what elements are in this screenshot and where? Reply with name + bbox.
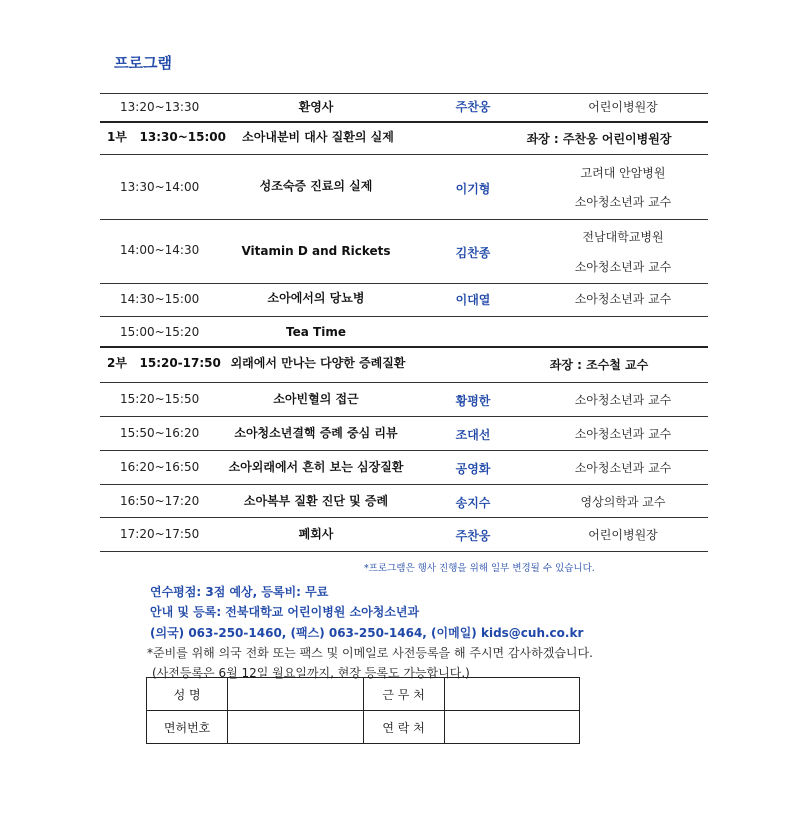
affiliation-dept: 소아청소년과 교수 — [574, 260, 672, 274]
session-label — [107, 130, 226, 144]
time: 15:20~15:50 — [120, 392, 200, 406]
affiliation: 소아청소년과 교수 — [574, 292, 672, 306]
topic: 성조숙증 진료의 실제 — [259, 179, 373, 193]
preregistration-request: *준비를 위해 의국 전화 또는 팩스 및 이메일로 사전등록을 해 주시면 감사하겠습니다. — [147, 646, 593, 660]
contact-field[interactable] — [444, 711, 579, 744]
contact-label: 연 락 처 — [363, 711, 444, 744]
session-row — [100, 123, 708, 154]
workplace-label: 근 무 처 — [363, 678, 444, 711]
schedule-row — [100, 283, 708, 316]
speaker: 이기형 — [455, 182, 491, 196]
affiliation: 소아청소년과 교수 — [574, 461, 672, 475]
schedule-row — [100, 382, 708, 416]
time: 16:50~17:20 — [120, 494, 200, 508]
topic: Vitamin D and Rickets — [241, 244, 391, 258]
time: 15:50~16:20 — [120, 426, 200, 440]
session-time: 15:20-17:50 — [139, 356, 221, 370]
time: 17:20~17:50 — [120, 527, 200, 541]
speaker: 주찬웅 — [455, 100, 491, 114]
session-topic: 외래에서 만나는 다양한 증례질환 — [230, 356, 406, 370]
speaker: 이대열 — [455, 293, 491, 307]
session-number: 1부 — [107, 130, 127, 144]
schedule-row — [100, 219, 708, 283]
schedule-row — [100, 450, 708, 484]
topic: 폐회사 — [298, 527, 334, 541]
speaker: 송지수 — [455, 496, 491, 510]
name-label: 성 명 — [147, 678, 228, 711]
name-field[interactable] — [228, 678, 363, 711]
registration-form — [146, 677, 580, 744]
registration-contact: 안내 및 등록: 전북대학교 어린이병원 소아청소년과 — [150, 605, 420, 619]
topic: 환영사 — [298, 100, 334, 114]
topic: 소아빈혈의 접근 — [273, 392, 359, 406]
topic: 소아에서의 당뇨병 — [267, 291, 365, 305]
schedule-row — [100, 484, 708, 517]
topic: 소아청소년결핵 증례 중심 리뷰 — [234, 426, 398, 440]
time: 13:30~14:00 — [120, 180, 200, 194]
affiliation-dept: 소아청소년과 교수 — [574, 195, 672, 209]
license-field[interactable] — [228, 711, 363, 744]
schedule-row — [100, 517, 708, 551]
page-title: 프로그램 — [114, 54, 172, 72]
affiliation: 소아청소년과 교수 — [574, 393, 672, 407]
workplace-field[interactable] — [444, 678, 579, 711]
session-topic: 소아내분비 대사 질환의 실제 — [242, 130, 394, 144]
session-chair: 좌장 : 주찬웅 어린이병원장 — [526, 132, 672, 146]
session-chair: 좌장 : 조수철 교수 — [549, 358, 649, 372]
time: 16:20~16:50 — [120, 460, 200, 474]
speaker: 김찬종 — [455, 246, 491, 260]
affiliation: 어린이병원장 — [588, 528, 658, 542]
affiliation: 영상의학과 교수 — [580, 495, 666, 509]
topic: 소아외래에서 흔히 보는 심장질환 — [228, 460, 404, 474]
session-number: 2부 — [107, 356, 127, 370]
phone-fax-email: (의국) 063-250-1460, (팩스) 063-250-1464, (이메일) kids@cuh.co.kr — [150, 626, 584, 640]
session-label — [107, 356, 221, 370]
speaker: 주찬웅 — [455, 529, 491, 543]
topic: 소아복부 질환 진단 및 증례 — [243, 494, 389, 508]
speaker: 조대선 — [455, 428, 491, 442]
affiliation: 전남대학교병원 — [582, 230, 664, 244]
speaker: 황평한 — [455, 394, 491, 408]
credit-fee-info: 연수평점: 3점 예상, 등록비: 무료 — [150, 585, 329, 599]
affiliation: 고려대 안암병원 — [580, 166, 666, 180]
time: 15:00~15:20 — [120, 325, 200, 339]
schedule-row — [100, 93, 708, 121]
schedule-row — [100, 316, 708, 346]
license-label: 면허번호 — [147, 711, 228, 744]
session-time: 13:30~15:00 — [139, 130, 226, 144]
session-row — [100, 348, 708, 382]
change-notice: *프로그램은 행사 진행을 위해 일부 변경될 수 있습니다. — [364, 563, 595, 574]
topic: Tea Time — [286, 325, 346, 339]
time: 14:30~15:00 — [120, 292, 200, 306]
schedule-row — [100, 154, 708, 219]
speaker: 공영화 — [455, 462, 491, 476]
row-divider — [100, 551, 708, 552]
affiliation: 소아청소년과 교수 — [574, 427, 672, 441]
time: 13:20~13:30 — [120, 100, 200, 114]
time: 14:00~14:30 — [120, 243, 200, 257]
preregistration-deadline: (사전등록은 6월 12일 월요일까지, 현장 등록도 가능합니다.) — [152, 666, 470, 680]
schedule-row — [100, 416, 708, 450]
affiliation: 어린이병원장 — [588, 100, 658, 114]
